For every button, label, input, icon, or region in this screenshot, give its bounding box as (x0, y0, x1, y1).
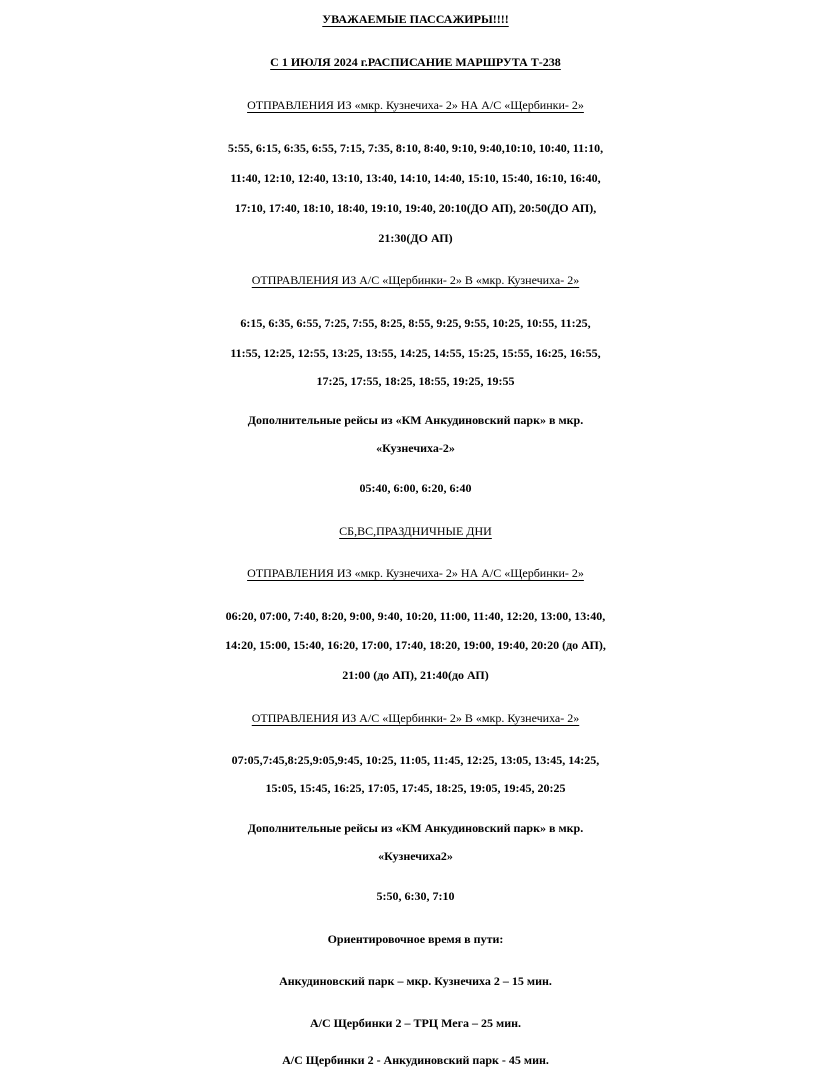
weekday-route2-times-line: 6:15, 6:35, 6:55, 7:25, 7:55, 8:25, 8:55, 9:25, 9:55, 10:25, 10:55, 11:25, (240, 316, 591, 330)
weekday-route1-times-line: 11:40, 12:10, 12:40, 13:10, 13:40, 14:10, 14:40, 15:10, 15:40, 16:10, 16:40, (230, 171, 601, 185)
page-title: С 1 ИЮЛЯ 2024 г.РАСПИСАНИЕ МАРШРУТА Т-238 (270, 55, 561, 69)
weekend-route1-times-line: 06:20, 07:00, 7:40, 8:20, 9:00, 9:40, 10:20, 11:00, 11:40, 12:20, 13:00, 13:40, (225, 609, 606, 623)
weekday-route2-heading: ОТПРАВЛЕНИЯ ИЗ А/С «Щербинки- 2» В «мкр. Кузнечиха- 2» (251, 273, 580, 287)
weekend-route1-heading: ОТПРАВЛЕНИЯ ИЗ «мкр. Кузнечиха- 2» НА А/С «Щербинки- 2» (247, 566, 584, 580)
weekday-extra-heading: «Кузнечиха-2» (376, 441, 455, 455)
travel-time-item: А/С Щербинки 2 – ТРЦ Мега – 25 мин. (309, 1016, 522, 1030)
weekend-route2-heading: ОТПРАВЛЕНИЯ ИЗ А/С «Щербинки- 2» В «мкр. Кузнечиха- 2» (251, 711, 580, 725)
travel-time-item: Анкудиновский парк – мкр. Кузнечиха 2 – 15 мин. (279, 974, 552, 988)
weekend-route1-times-line: 14:20, 15:00, 15:40, 16:20, 17:00, 17:40, 18:20, 19:00, 19:40, 20:20 (до АП), (225, 638, 606, 652)
weekday-route2-times-line: 17:25, 17:55, 18:25, 18:55, 19:25, 19:55 (316, 374, 515, 388)
weekday-route1-times-line: 17:10, 17:40, 18:10, 18:40, 19:10, 19:40, 20:10(ДО АП), 20:50(ДО АП), (234, 201, 597, 215)
weekday-route1-times-line: 5:55, 6:15, 6:35, 6:55, 7:15, 7:35, 8:10, 8:40, 9:10, 9:40,10:10, 10:40, 11:10, (227, 141, 604, 155)
weekend-label: СБ,ВС,ПРАЗДНИЧНЫЕ ДНИ (339, 524, 492, 538)
weekday-route1-times-line: 21:30(ДО АП) (378, 231, 453, 245)
weekday-extra-heading: Дополнительные рейсы из «КМ Анкудиновский парк» в мкр. (247, 413, 584, 427)
weekend-extra-times: 5:50, 6:30, 7:10 (376, 889, 455, 903)
weekend-extra-heading: «Кузнечиха2» (378, 849, 453, 863)
travel-time-heading: Ориентировочное время в пути: (327, 932, 504, 946)
weekend-route1-times-line: 21:00 (до АП), 21:40(до АП) (342, 668, 489, 682)
weekend-route2-times-line: 07:05,7:45,8:25,9:05,9:45, 10:25, 11:05, 11:45, 12:25, 13:05, 13:45, 14:25, (231, 753, 600, 767)
weekday-route1-heading: ОТПРАВЛЕНИЯ ИЗ «мкр. Кузнечиха- 2» НА А/С «Щербинки- 2» (247, 98, 584, 112)
weekend-route2-times-line: 15:05, 15:45, 16:25, 17:05, 17:45, 18:25, 19:05, 19:45, 20:25 (265, 781, 566, 795)
travel-time-item: А/С Щербинки 2 - Анкудиновский парк - 45 мин. (282, 1053, 549, 1067)
weekday-extra-times: 05:40, 6:00, 6:20, 6:40 (359, 481, 472, 495)
greeting-heading: УВАЖАЕМЫЕ ПАССАЖИРЫ!!!! (322, 12, 509, 26)
weekday-route2-times-line: 11:55, 12:25, 12:55, 13:25, 13:55, 14:25, 14:55, 15:25, 15:55, 16:25, 16:55, (230, 346, 601, 360)
weekend-extra-heading: Дополнительные рейсы из «КМ Анкудиновский парк» в мкр. (247, 821, 584, 835)
